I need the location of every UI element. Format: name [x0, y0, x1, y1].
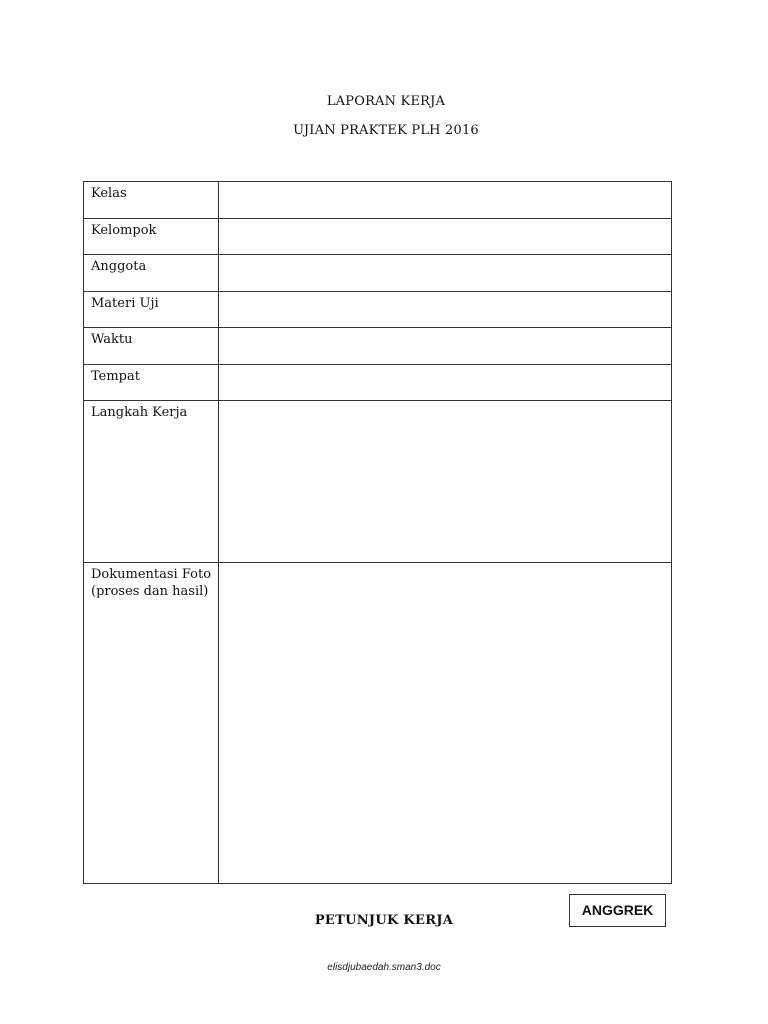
table-row-kelas — [84, 182, 672, 219]
materi-uji-field[interactable] — [219, 292, 672, 328]
table-row-materi-uji — [84, 292, 672, 328]
dokumentasi-foto-field[interactable] — [219, 563, 672, 884]
page-footer: elisdjubaedah.sman3.doc — [327, 962, 441, 973]
kelas-field[interactable] — [219, 182, 672, 219]
row-label: Dokumentasi Foto (proses dan hasil) — [84, 563, 219, 884]
document-title: LAPORAN KERJA — [326, 94, 446, 109]
table-row-dokumentasi-foto — [84, 563, 672, 884]
table-row-tempat — [84, 365, 672, 401]
row-label: Langkah Kerja — [84, 401, 219, 563]
report-form-table — [83, 181, 672, 884]
table-row-waktu — [84, 328, 672, 365]
langkah-kerja-field[interactable] — [219, 401, 672, 563]
waktu-field[interactable] — [219, 328, 672, 365]
table-row-anggota — [84, 255, 672, 292]
table-row-kelompok — [84, 219, 672, 255]
row-label: Waktu — [84, 328, 219, 365]
kelompok-field[interactable] — [219, 219, 672, 255]
row-label: Tempat — [84, 365, 219, 401]
anggota-field[interactable] — [219, 255, 672, 292]
row-label: Materi Uji — [84, 292, 219, 328]
row-label: Kelompok — [84, 219, 219, 255]
row-label: Anggota — [84, 255, 219, 292]
table-row-langkah-kerja — [84, 401, 672, 563]
section-heading: PETUNJUK KERJA — [314, 913, 454, 928]
group-name-box: ANGGREK — [569, 894, 666, 927]
row-label: Kelas — [84, 182, 219, 219]
tempat-field[interactable] — [219, 365, 672, 401]
document-subtitle: UJIAN PRAKTEK PLH 2016 — [293, 123, 479, 138]
